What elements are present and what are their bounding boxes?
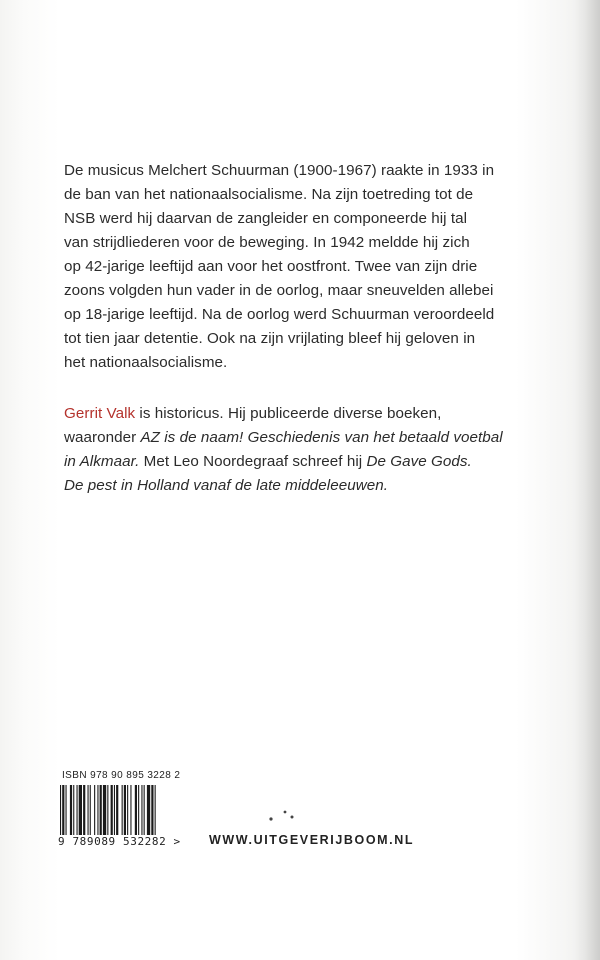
barcode-bar bbox=[90, 785, 91, 835]
barcode-digits: 9 789089 532282 > bbox=[58, 835, 181, 848]
cover-edge-shadow bbox=[574, 0, 600, 960]
barcode-bar bbox=[97, 785, 98, 835]
publisher-logo-icon bbox=[265, 805, 305, 825]
description-line: op 42-jarige leeftijd aan voor het oostfront. Twee van zijn drie bbox=[64, 258, 478, 275]
bio-line bbox=[64, 426, 554, 450]
bio-line bbox=[64, 402, 554, 426]
bio-text: waaronder bbox=[64, 429, 141, 446]
barcode-bar bbox=[141, 785, 142, 835]
barcode-bar bbox=[116, 785, 118, 835]
barcode-bar bbox=[151, 785, 153, 835]
author-bio-paragraph bbox=[64, 402, 554, 498]
barcode-bar bbox=[111, 785, 113, 835]
barcode-bar bbox=[77, 785, 78, 835]
description-paragraph bbox=[64, 159, 554, 375]
barcode-bar bbox=[130, 785, 131, 835]
barcode-bar bbox=[94, 785, 95, 835]
bio-line bbox=[64, 474, 554, 498]
author-name: Gerrit Valk bbox=[64, 405, 136, 422]
bio-text: is historicus. Hij publiceerde diverse boeken, bbox=[135, 405, 442, 422]
barcode-bar bbox=[122, 785, 123, 835]
barcode-bar bbox=[138, 785, 139, 835]
book-title: De Gave Gods. bbox=[366, 453, 472, 470]
book-title: in Alkmaar. bbox=[64, 453, 140, 470]
barcode-bar bbox=[155, 785, 156, 835]
barcode-bar bbox=[135, 785, 137, 835]
description-line: De musicus Melchert Schuurman (1900-1967) raakte in 1933 in bbox=[64, 162, 495, 179]
description-line: tot tien jaar detentie. Ook na zijn vrijlating bleef hij geloven in bbox=[64, 330, 476, 347]
barcode-bar bbox=[66, 785, 67, 835]
book-title: AZ is de naam! Geschiedenis van het betaald voetbal bbox=[140, 429, 503, 446]
description-line: van strijdliederen voor de beweging. In 1942 meldde hij zich bbox=[64, 234, 470, 251]
description-line: het nationaalsocialisme. bbox=[64, 354, 228, 371]
barcode-bar bbox=[83, 785, 85, 835]
publisher-website: WWW.UITGEVERIJBOOM.NL bbox=[209, 833, 415, 847]
barcode-bar bbox=[100, 785, 102, 835]
barcode-bar bbox=[79, 785, 82, 835]
barcode-bar bbox=[70, 785, 72, 835]
description-line: de ban van het nationaalsocialisme. Na zijn toetreding tot de bbox=[64, 186, 474, 203]
barcode-bar bbox=[147, 785, 150, 835]
isbn-label: ISBN 978 90 895 3228 2 bbox=[62, 770, 181, 781]
barcode-bar bbox=[124, 785, 126, 835]
book-subtitle: De pest in Holland vanaf de late middeleeuwen. bbox=[64, 477, 388, 494]
description-line: zoons volgden hun vader in de oorlog, maar sneuvelden allebei bbox=[64, 282, 494, 299]
barcode-bar bbox=[103, 785, 106, 835]
barcode-bar bbox=[60, 785, 61, 835]
barcode-bar bbox=[62, 785, 64, 835]
barcode-bar bbox=[144, 785, 145, 835]
barcode-bar bbox=[127, 785, 128, 835]
bio-line bbox=[64, 450, 554, 474]
cover-text-block bbox=[64, 159, 554, 498]
barcode bbox=[60, 785, 188, 835]
barcode-bar bbox=[88, 785, 89, 835]
description-line: NSB werd hij daarvan de zangleider en componeerde hij tal bbox=[64, 210, 468, 227]
description-line: op 18-jarige leeftijd. Na de oorlog werd Schuurman veroordeeld bbox=[64, 306, 495, 323]
bio-text: Met Leo Noordegraaf schreef hij bbox=[139, 453, 367, 470]
barcode-bar bbox=[73, 785, 74, 835]
barcode-bar bbox=[107, 785, 108, 835]
barcode-bar bbox=[114, 785, 115, 835]
